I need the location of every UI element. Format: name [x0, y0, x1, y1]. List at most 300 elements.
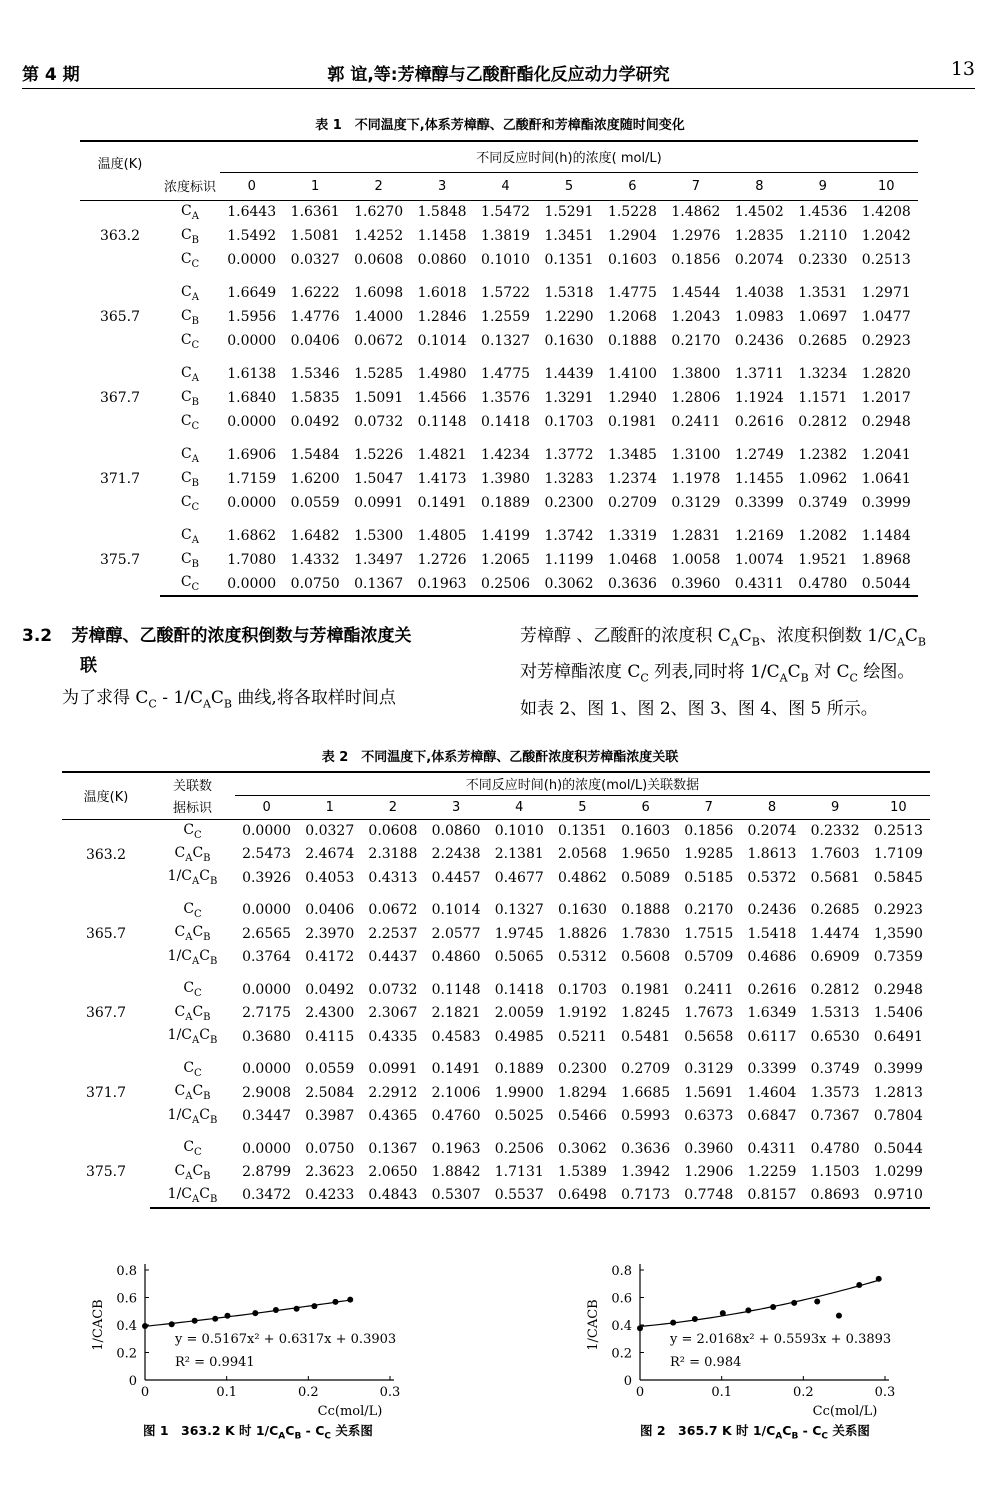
table1-row — [80, 200, 918, 224]
table2-series-label: $C_C$ — [183, 900, 202, 920]
table1-cell: 1.2065 — [481, 552, 531, 568]
table2-cell: 0.1418 — [494, 981, 544, 998]
table2-row — [62, 946, 930, 970]
fig1-data-point — [169, 1321, 175, 1327]
table2-cell: 0.0991 — [368, 1061, 418, 1078]
fig2-fit-curve — [640, 1280, 879, 1326]
table2-cell: 1.7603 — [810, 846, 860, 863]
table1-cell: 0.2330 — [798, 252, 848, 268]
fig1-data-point — [142, 1323, 148, 1329]
table2-cell: 1.8826 — [557, 925, 607, 942]
table2-cell: 0.5372 — [747, 869, 797, 886]
table2-row — [62, 922, 930, 946]
table2-cell: 1.7830 — [621, 925, 671, 942]
table2-row — [62, 1002, 930, 1026]
table1-species-label: $C_A$ — [181, 445, 199, 465]
fig1-fit-curve — [145, 1300, 350, 1326]
fig2-y-tick-label: 0.4 — [611, 1319, 632, 1334]
table1-row — [80, 491, 918, 515]
section-title-line2: 联 — [80, 656, 97, 676]
table1-cell: 1.7080 — [227, 552, 277, 568]
table1-time-header: 4 — [474, 172, 537, 200]
table2-cell: 0.3129 — [684, 1061, 734, 1078]
table2-cell: 0.2709 — [621, 1061, 671, 1078]
table1-cell: 1.1199 — [544, 552, 594, 568]
table2-cell: 1.4474 — [810, 925, 860, 942]
table2-cell: 2.8799 — [242, 1164, 292, 1181]
table2-cell: 0.6117 — [747, 1028, 797, 1045]
table1-cell: 0.2436 — [734, 333, 784, 349]
table1-cell: 1.3283 — [544, 471, 594, 487]
table1-cell: 1.2374 — [607, 471, 657, 487]
table1-cell: 1.5492 — [227, 228, 277, 244]
table1-cell: 0.4780 — [791, 572, 854, 596]
table1-cell: 0.2616 — [734, 414, 784, 430]
table2-cell: 0.8157 — [740, 1184, 803, 1208]
figure-1-caption: 图 1 363.2 K 时 $1/C_AC_B - C_C$ 关系图 — [143, 1423, 373, 1442]
table1-cell: 0.3999 — [861, 495, 911, 511]
table1-cell: 1.4980 — [417, 366, 467, 382]
table2-temperature: 365.7 — [85, 925, 127, 942]
fig2-y-axis-label: 1/CACB — [586, 1299, 601, 1351]
table2-cell: 0.3472 — [235, 1184, 298, 1208]
table2-time-header: 10 — [867, 795, 930, 819]
table1-time-header: 2 — [347, 172, 410, 200]
table1-cell: 0.1856 — [671, 252, 721, 268]
table1-cell: 1.6270 — [354, 204, 404, 221]
table2-cell: 0.4677 — [494, 869, 544, 886]
table2-temperature: 375.7 — [85, 1164, 127, 1181]
table1-cell: 0.3636 — [601, 572, 664, 596]
table1-row — [80, 362, 918, 386]
fig1-y-tick-label: 0 — [128, 1374, 137, 1389]
table2-row — [62, 843, 930, 867]
table2-cell: 0.6909 — [810, 949, 860, 966]
table2-cell: 0.0559 — [305, 1061, 355, 1078]
table2-caption: 表 2 不同温度下,体系芳樟醇、乙酸酐浓度积芳樟酯浓度关联 — [321, 750, 679, 765]
table1-cell: 1.5228 — [607, 204, 657, 221]
table2-cell: 2.2537 — [368, 925, 418, 942]
table1-cell: 1.7159 — [227, 471, 277, 487]
table2-series-label: $C_C$ — [183, 1059, 202, 1079]
table2-cell: 0.6373 — [684, 1108, 734, 1125]
table2-cell: 2.5473 — [242, 846, 292, 863]
fig2-data-point — [856, 1282, 862, 1288]
table2-time-header: 5 — [551, 795, 614, 819]
table1-cell: 1.4332 — [290, 552, 340, 568]
table1-row — [80, 572, 918, 596]
table2-time-header: 0 — [235, 795, 298, 819]
table2-cell: 0.4233 — [298, 1184, 361, 1208]
table2-cell: 0.1010 — [494, 823, 544, 839]
table2-series-label: $1/C_AC_B$ — [167, 1106, 218, 1126]
table2-cell: 1.7515 — [684, 925, 734, 942]
table2-cell: 1.9900 — [494, 1084, 544, 1101]
table1-cell: 1.1978 — [671, 471, 721, 487]
table1-cell: 0.2506 — [474, 572, 537, 596]
fig1-x-tick-label: 0.3 — [379, 1385, 401, 1400]
table1-cell: 0.2411 — [671, 414, 721, 430]
table1-cell: 1.2835 — [734, 228, 784, 244]
table2-cell: 0.2616 — [747, 981, 797, 998]
table1-cell: 0.2685 — [798, 333, 848, 349]
table1-cell: 0.0000 — [227, 414, 277, 430]
table1-cell: 1.2904 — [607, 228, 657, 244]
table1-species-label: $C_A$ — [181, 526, 199, 546]
table1-cell: 1.3772 — [544, 447, 594, 463]
fig2-x-tick-label: 0 — [635, 1385, 645, 1400]
table1-cell: 1.6443 — [227, 204, 277, 221]
table1-cell: 1.6906 — [227, 447, 277, 463]
table1-cell: 0.0732 — [354, 414, 404, 430]
table2-cell: 0.6530 — [810, 1028, 860, 1045]
table1-species-label: $C_C$ — [180, 412, 200, 432]
table2-cell: 0.5466 — [557, 1108, 607, 1125]
table2-cell: 0.1491 — [431, 1061, 481, 1078]
table1-cell: 1.2041 — [861, 447, 911, 463]
table2-cell: 0.0492 — [305, 981, 355, 998]
table1-cell: 1.5956 — [227, 309, 277, 325]
table1-species-label: $C_A$ — [181, 364, 199, 384]
table1-cell: 0.4311 — [728, 572, 791, 596]
table1-cell: 1.2043 — [671, 309, 721, 325]
table1-cell: 1.0468 — [607, 552, 657, 568]
table2-group-header: 不同反应时间(h)的浓度(mol/L)关联数据 — [235, 772, 930, 795]
table2-cell: 0.4172 — [305, 949, 355, 966]
table2-cell: 0.5211 — [557, 1028, 607, 1045]
table2-cell: 0.2411 — [684, 981, 734, 998]
table2-cell: 1.1503 — [810, 1164, 860, 1181]
fig2-data-point — [637, 1325, 643, 1331]
table1-cell: 1.5285 — [354, 366, 404, 382]
table1-time-header: 6 — [601, 172, 664, 200]
table1-cell: 1.2382 — [798, 447, 848, 463]
fig2-y-tick-label: 0 — [623, 1374, 632, 1389]
table1-cell: 1.4208 — [861, 204, 911, 221]
table2-time-header: 7 — [677, 795, 740, 819]
table2-cell: 0.1367 — [368, 1140, 418, 1157]
table1-cell: 0.1327 — [481, 333, 531, 349]
table1-cell: 0.1963 — [410, 572, 473, 596]
table1-cell: 1.4775 — [481, 366, 531, 382]
table1-cell: 1.4805 — [417, 528, 467, 544]
table2-cell: 0.5681 — [810, 869, 860, 886]
table2-cell: 1.7131 — [494, 1164, 544, 1181]
table2-cell: 1.4604 — [747, 1084, 797, 1101]
figure-1-chart — [70, 1255, 430, 1435]
table1-cell: 0.0860 — [417, 252, 467, 268]
table1-row — [80, 305, 918, 329]
table2-cell: 2.5084 — [305, 1084, 355, 1101]
fig2-data-point — [745, 1307, 751, 1313]
table1-species-label: $C_B$ — [180, 307, 200, 327]
table1-cell: 1.4038 — [734, 285, 784, 301]
table2-series-label: $C_AC_B$ — [174, 924, 211, 944]
table2-cell: 0.0860 — [431, 823, 481, 839]
table2-row — [62, 899, 930, 923]
table1-cell: 0.1491 — [417, 495, 467, 511]
table2-cell: 0.2332 — [810, 823, 860, 839]
table1-row — [80, 443, 918, 467]
fig2-data-point — [670, 1320, 676, 1326]
table2-cell: 0.1703 — [557, 981, 607, 998]
table1-cell: 1.4821 — [417, 447, 467, 463]
fig1-data-point — [252, 1310, 258, 1316]
table1-cell: 0.0991 — [354, 495, 404, 511]
table1-cell: 0.1981 — [607, 414, 657, 430]
fig2-data-point — [720, 1310, 726, 1316]
table1-label-header: 浓度标识 — [160, 172, 220, 200]
table2-cell: 1.8294 — [557, 1084, 607, 1101]
table1-cell: 0.0000 — [227, 333, 277, 349]
table2-cell: 0.1148 — [431, 981, 481, 998]
table1-cell: 1.3100 — [671, 447, 721, 463]
table1-cell: 1.2749 — [734, 447, 784, 463]
table1-temperature: 367.7 — [99, 390, 141, 406]
table2-cell: 1.6349 — [747, 1005, 797, 1022]
table2-cell: 0.1327 — [494, 902, 544, 919]
table1-cell: 1.2169 — [734, 528, 784, 544]
table2-cell: 0.4313 — [368, 869, 418, 886]
table1-cell: 1.4199 — [481, 528, 531, 544]
table1-cell: 1.5722 — [481, 285, 531, 301]
table2-cell: 1.9745 — [494, 925, 544, 942]
fig2-y-tick-label: 0.2 — [611, 1346, 632, 1362]
table2-label-header-2: 据标识 — [150, 795, 235, 819]
table2-cell: 1.2259 — [747, 1164, 797, 1181]
table1 — [80, 140, 918, 597]
table1-cell: 0.2709 — [607, 495, 657, 511]
table2-series-label: $C_AC_B$ — [174, 844, 211, 864]
table2-cell: 0.4053 — [305, 869, 355, 886]
table1-time-header: 5 — [537, 172, 600, 200]
fig1-data-point — [311, 1303, 317, 1309]
table1-cell: 1.2976 — [671, 228, 721, 244]
table2-cell: 0.4437 — [368, 949, 418, 966]
section-right-paragraph — [520, 621, 980, 724]
table1-row — [80, 410, 918, 434]
fig1-y-axis-label: 1/CACB — [91, 1299, 106, 1351]
table2-cell: 0.3987 — [305, 1108, 355, 1125]
fig2-x-tick-label: 0.3 — [874, 1385, 896, 1400]
section-left-paragraph — [62, 683, 492, 719]
table2-cell: 0.6847 — [747, 1108, 797, 1125]
table1-cell: 1.1458 — [417, 228, 467, 244]
table1-cell: 1.2806 — [671, 390, 721, 406]
table2-cell: 1.9192 — [557, 1005, 607, 1022]
table2-cell: 2.0577 — [431, 925, 481, 942]
table1-cell: 1.5081 — [290, 228, 340, 244]
table1-cell: 1.3291 — [544, 390, 594, 406]
table1-row — [80, 386, 918, 410]
table1-time-header: 10 — [855, 172, 918, 200]
table1-row — [80, 524, 918, 548]
table2-cell: 0.4686 — [747, 949, 797, 966]
table2-cell: 0.4311 — [747, 1140, 797, 1157]
fig2-y-tick-label: 0.8 — [611, 1264, 632, 1279]
fig1-y-tick-label: 0.8 — [116, 1264, 137, 1279]
table1-cell: 1.4862 — [671, 204, 721, 221]
table2-cell: 0.5312 — [557, 949, 607, 966]
table1-cell: 0.3399 — [734, 495, 784, 511]
table1-cell: 0.1630 — [544, 333, 594, 349]
table2-cell: 0.6498 — [551, 1184, 614, 1208]
table2-cell: 1.8842 — [431, 1164, 481, 1181]
section-number: 3.2 — [22, 626, 53, 646]
fig1-data-point — [294, 1306, 300, 1312]
table1-cell: 1.5848 — [417, 204, 467, 221]
table1-cell: 0.1148 — [417, 414, 467, 430]
table2-time-header: 3 — [425, 795, 488, 819]
table2-row — [62, 1081, 930, 1105]
fig1-y-tick-label: 0.2 — [116, 1346, 137, 1362]
table2-cell: 1.5418 — [747, 925, 797, 942]
table2-cell: 0.4860 — [431, 949, 481, 966]
table2-time-header: 1 — [298, 795, 361, 819]
table1-cell: 0.0750 — [283, 572, 346, 596]
table2-cell: 0.7359 — [873, 949, 923, 966]
table1-cell: 1.4252 — [354, 228, 404, 244]
table2-cell: 0.2436 — [747, 902, 797, 919]
table2-cell: 1.3573 — [810, 1084, 860, 1101]
fig1-data-point — [347, 1297, 353, 1303]
table2-cell: 0.5993 — [621, 1108, 671, 1125]
table1-cell: 0.1351 — [544, 252, 594, 268]
table2-series-label: $C_C$ — [183, 1139, 202, 1159]
table2-cell: 0.8693 — [804, 1184, 867, 1208]
table1-cell: 1.6862 — [227, 528, 277, 544]
section-heading — [22, 621, 492, 681]
table1-cell: 1.2042 — [861, 228, 911, 244]
table1-cell: 1.5346 — [290, 366, 340, 382]
table2-cell: 0.3636 — [621, 1140, 671, 1157]
table2-cell: 1.5691 — [684, 1084, 734, 1101]
table1-cell: 0.1889 — [481, 495, 531, 511]
table1-cell: 1.4776 — [290, 309, 340, 325]
table2-cell: 2.4674 — [305, 846, 355, 863]
table1-cell: 0.1010 — [481, 252, 531, 268]
table2-cell: 2.3970 — [305, 925, 355, 942]
table1-cell: 1.6482 — [290, 528, 340, 544]
table1-row — [80, 548, 918, 572]
table2-cell: 0.0000 — [242, 1061, 292, 1078]
table1-cell: 0.0608 — [354, 252, 404, 268]
table1-time-header: 0 — [220, 172, 283, 200]
table2-cell: 0.1014 — [431, 902, 481, 919]
table1-cell: 1.2846 — [417, 309, 467, 325]
table1-cell: 1.5047 — [354, 471, 404, 487]
table1-cell: 1.5226 — [354, 447, 404, 463]
table1-cell: 1.4234 — [481, 447, 531, 463]
table1-species-label: $C_C$ — [180, 331, 200, 351]
table1-species-label: $C_B$ — [180, 550, 200, 570]
table1-row — [80, 281, 918, 305]
table2-cell: 0.5709 — [684, 949, 734, 966]
table2-cell: 2.2912 — [368, 1084, 418, 1101]
table2-series-label: $C_AC_B$ — [174, 1162, 211, 1182]
table1-time-header: 1 — [283, 172, 346, 200]
fig1-data-point — [332, 1299, 338, 1305]
table1-cell: 1.3819 — [481, 228, 531, 244]
table1-cell: 1.0074 — [734, 552, 784, 568]
table1-cell: 1.5318 — [544, 285, 594, 301]
table1-cell: 0.2513 — [861, 252, 911, 268]
table2-cell: 0.3999 — [873, 1061, 923, 1078]
table1-cell: 0.3062 — [537, 572, 600, 596]
fig1-x-tick-label: 0 — [140, 1385, 150, 1400]
table1-cell: 1.1924 — [734, 390, 784, 406]
table1-species-label: $C_A$ — [181, 202, 199, 222]
table1-species-label: $C_A$ — [181, 283, 199, 303]
table1-cell: 1.2820 — [861, 366, 911, 382]
table2-cell: 1.5406 — [873, 1005, 923, 1022]
table1-cell: 1.0983 — [734, 309, 784, 325]
table1-cell: 0.2923 — [861, 333, 911, 349]
table1-cell: 1.3800 — [671, 366, 721, 382]
table2-cell: 0.1351 — [557, 823, 607, 839]
fig2-data-point — [692, 1316, 698, 1322]
table1-cell: 0.0000 — [227, 495, 277, 511]
table2-cell: 0.3062 — [557, 1140, 607, 1157]
table1-cell: 0.5044 — [855, 572, 918, 596]
table1-cell: 1.4439 — [544, 366, 594, 382]
table2-cell: 0.9710 — [867, 1184, 930, 1208]
fig2-data-point — [876, 1276, 882, 1282]
table1-cell: 1.2831 — [671, 528, 721, 544]
table2-row — [62, 1161, 930, 1185]
table2-cell: 0.5185 — [684, 869, 734, 886]
fig2-y-tick-label: 0.6 — [611, 1291, 632, 1307]
table1-cell: 1.4502 — [734, 204, 784, 221]
fig1-data-point — [224, 1313, 230, 1319]
table2-temperature: 367.7 — [85, 1005, 127, 1022]
table2-cell: 0.3680 — [242, 1028, 292, 1045]
table1-cell: 1.2082 — [798, 528, 848, 544]
table1-cell: 1.4544 — [671, 285, 721, 301]
table2-cell: 1.5313 — [810, 1005, 860, 1022]
table2-cell: 0.2812 — [810, 981, 860, 998]
table1-cell: 1.3576 — [481, 390, 531, 406]
table1-temperature: 371.7 — [99, 471, 141, 487]
table2-cell: 2.0568 — [557, 846, 607, 863]
left-text: 为了求得 $C_C - 1/C_AC_B$ 曲线,将各取样时间点 — [62, 688, 396, 711]
table2-series-label: $1/C_AC_B$ — [150, 1184, 235, 1208]
table2-cell: 2.1821 — [431, 1005, 481, 1022]
table2-row — [62, 1105, 930, 1129]
table1-cell: 0.2074 — [734, 252, 784, 268]
table1-cell: 1.3319 — [607, 528, 657, 544]
table2-cell: 0.5307 — [425, 1184, 488, 1208]
fig1-x-tick-label: 0.2 — [297, 1385, 319, 1400]
table1-cell: 0.1014 — [417, 333, 467, 349]
table1-cell: 0.1367 — [347, 572, 410, 596]
right-line-1: 芳樟醇 、乙酸酐的浓度积 $C_AC_B$、浓度积倒数 $1/C_AC_B$ — [520, 626, 926, 649]
table1-time-header: 3 — [410, 172, 473, 200]
table1-cell: 1.1484 — [861, 528, 911, 544]
page-header — [22, 58, 975, 89]
table1-cell: 1.1571 — [798, 390, 848, 406]
table2-cell: 0.0608 — [368, 823, 418, 839]
right-line-3: 如表 2、图 1、图 2、图 3、图 4、图 5 所示。 — [520, 698, 878, 719]
table2-cell: 2.0650 — [368, 1164, 418, 1181]
table2-cell: 0.3926 — [242, 869, 292, 886]
table1-cell: 0.0000 — [227, 252, 277, 268]
table1-cell: 1.3980 — [481, 471, 531, 487]
table2-cell: 0.5845 — [873, 869, 923, 886]
table2-temperature: 371.7 — [85, 1084, 127, 1101]
table2-cell: 2.2438 — [431, 846, 481, 863]
table1-cell: 1.0697 — [798, 309, 848, 325]
